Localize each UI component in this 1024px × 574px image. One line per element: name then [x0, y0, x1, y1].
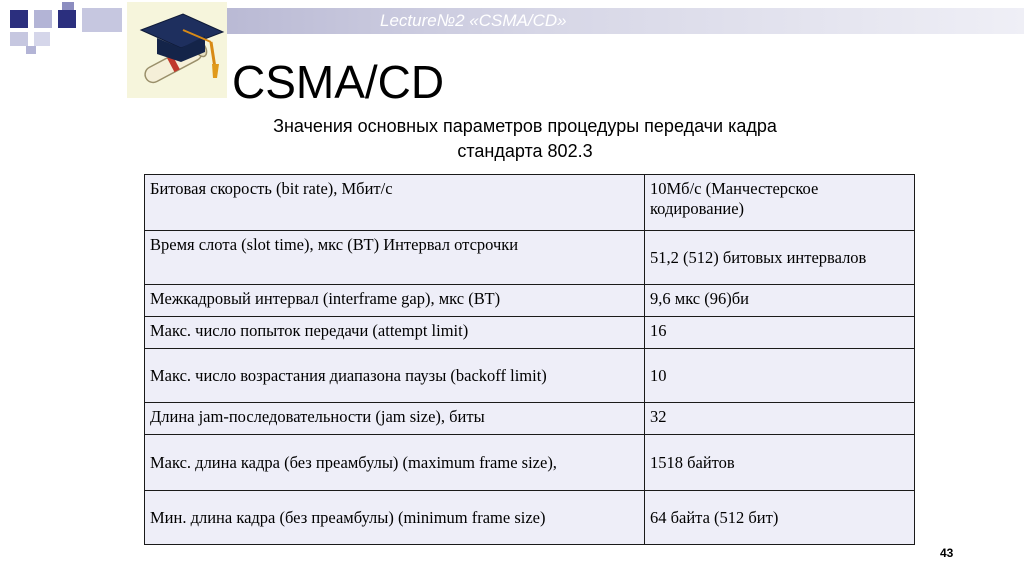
square-dark	[62, 2, 74, 10]
value-cell: 1518 байтов	[645, 435, 915, 491]
subtitle-line: Значения основных параметров процедуры передачи кадра	[273, 116, 777, 136]
value-cell: 32	[645, 403, 915, 435]
parameters-table	[144, 174, 915, 545]
value-cell: 51,2 (512) битовых интервалов	[645, 231, 915, 285]
square-dark	[10, 10, 28, 28]
square-light	[82, 8, 122, 32]
square-light	[10, 32, 28, 46]
value-cell: 16	[645, 317, 915, 349]
square-light	[34, 32, 50, 46]
square-dark	[58, 10, 76, 28]
param-cell: Макс. число возрастания диапазона паузы (backoff limit)	[145, 349, 645, 403]
page-number: 43	[940, 546, 954, 560]
table-row	[145, 317, 915, 349]
slide-subtitle	[200, 114, 850, 164]
value-cell: 10	[645, 349, 915, 403]
table-row	[145, 231, 915, 285]
table-row	[145, 491, 915, 545]
table-row	[145, 403, 915, 435]
param-cell: Битовая скорость (bit rate), Мбит/с	[145, 175, 645, 231]
table-row	[145, 349, 915, 403]
param-cell: Макс. длина кадра (без преамбулы) (maximum frame size),	[145, 435, 645, 491]
square-light	[26, 46, 36, 54]
graduation-cap-logo	[127, 2, 227, 98]
subtitle-line: стандарта 802.3	[457, 141, 593, 161]
param-cell: Длина jam-последовательности (jam size), биты	[145, 403, 645, 435]
param-cell: Мин. длина кадра (без преамбулы) (minimum frame size)	[145, 491, 645, 545]
square-light	[34, 10, 52, 28]
value-cell: 10Мб/с (Манчестерское кодирование)	[645, 175, 915, 231]
value-cell: 9,6 мкс (96)би	[645, 285, 915, 317]
table-row	[145, 435, 915, 491]
param-cell: Макс. число попыток передачи (attempt limit)	[145, 317, 645, 349]
param-cell: Время слота (slot time), мкс (ВТ) Интервал отсрочки	[145, 231, 645, 285]
table-row	[145, 285, 915, 317]
graduation-cap-icon	[127, 2, 227, 98]
lecture-label: Lecture№2 «CSMA/CD»	[380, 11, 567, 30]
slide-title: CSMA/CD	[232, 56, 445, 108]
table-row	[145, 175, 915, 231]
value-cell: 64 байта (512 бит)	[645, 491, 915, 545]
param-cell: Межкадровый интервал (interframe gap), мкс (ВТ)	[145, 285, 645, 317]
